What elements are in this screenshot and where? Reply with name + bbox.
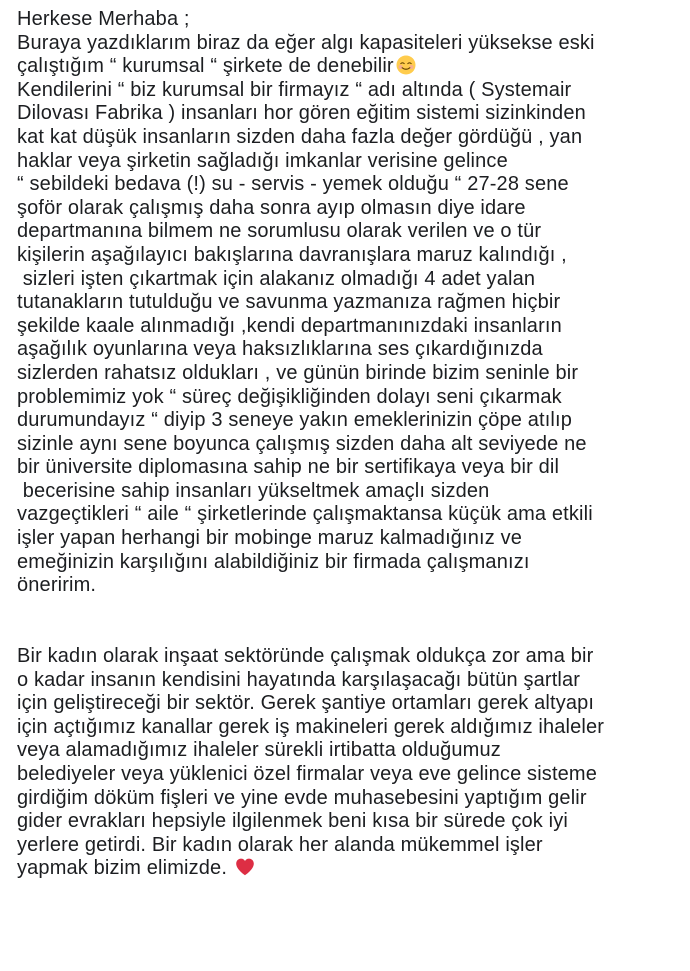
text-line: şoför olarak çalışmış daha sonra ayıp olmasın diye idare [17,196,526,219]
red-heart-icon [235,857,255,877]
text-line-with-emoji [17,55,685,79]
text-line: Bir kadın olarak inşaat sektöründe çalışmak oldukça zor ama bir [17,645,594,668]
text-line: için geliştireceği bir sektör. Gerek şantiye ortamları gerek altyapı [17,692,595,715]
text-line: için açtığımız kanallar gerek iş makineleri gerek aldığımız ihaleler [17,715,605,738]
text-line-with-emoji [17,857,685,881]
text-line: Buraya yazdıklarım biraz da eğer algı kapasiteleri yüksekse eski [17,31,595,54]
text-line: becerisine sahip insanları yükseltmek amaçlı sizden [17,479,490,502]
text-line: kat kat düşük insanların sizden daha fazla değer gördüğü , yan [17,125,583,148]
text-line: o kadar insanın kendisini hayatında karşılaşacağı bütün şartlar [17,668,581,691]
text-line: öneririm. [17,574,97,597]
text-line: sizlerden rahatsız oldukları , ve günün birinde bizim seninle bir [17,361,579,384]
text-line: Dilovası Fabrika ) insanları hor gören eğitim sistemi sizinkinden [17,102,586,125]
text-line: sizinle aynı sene boyunca çalışmış sizden daha alt seviyede ne [17,432,587,455]
text-line: tutanakların tutulduğu ve savunma yazmanıza rağmen hiçbir [17,291,561,314]
smiling-face-icon [396,55,416,75]
text-line: problemimiz yok “ süreç değişikliğinden dolayı seni çıkarmak [17,385,562,408]
post-text [17,8,685,881]
text-line: belediyeler veya yüklenici özel firmalar veya eve gelince sisteme [17,763,598,785]
text-line: veya alamadığımız ihaleler sürekli irtibatta olduğumuz [17,739,501,762]
text-line: Kendilerini “ biz kurumsal bir firmayız “ adı altında ( Systemair [17,78,572,101]
text-line: aşağılık oyunlarına veya haksızlıklarına ses çıkardığınızda [17,338,543,361]
text-line: bir üniversite diplomasına sahip ne bir sertifikaya veya bir dil [17,456,560,479]
text-line: durumundayız “ diyip 3 seneye yakın emeklerinizin çöpe atılıp [17,409,572,432]
text-line: girdiğim döküm fişleri ve yine evde muhasebesini yaptığım gelir [17,786,587,809]
text-line: şekilde kaale alınmadığı ,kendi departmanınızdaki insanların [17,314,562,337]
text-line: kişilerin aşağılayıcı bakışlarına davranışlara maruz kalındığı , [17,243,567,266]
text-line: emeğinizin karşılığını alabildiğiniz bir firmada çalışmanızı [17,550,530,573]
text-line: yapmak bizim elimizde. [17,857,228,880]
text-line: “ sebildeki bedava (!) su - servis - yemek olduğu “ 27-28 sene [17,173,569,196]
text-line: çalıştığım “ kurumsal “ şirkete de denebilir [17,55,394,78]
post-paragraph-2 [17,645,685,881]
text-line: işler yapan herhangi bir mobinge maruz kalmadığınız ve [17,527,523,550]
text-line: yerlere getirdi. Bir kadın olarak her alanda mükemmel işler [17,833,543,856]
text-line: vazgeçtikleri “ aile “ şirketlerinde çalışmaktansa küçük ama etkili [17,503,593,526]
text-line: haklar veya şirketin sağladığı imkanlar verisine gelince [17,149,508,172]
text-line: departmanına bilmem ne sorumlusu olarak verilen ve o tür [17,220,542,243]
text-line: Herkese Merhaba ; [17,8,190,30]
paragraph-spacer [17,598,685,645]
post-paragraph-1 [17,8,685,598]
text-line: gider evrakları hepsiyle ilgilenmek beni kısa bir sürede çok iyi [17,810,568,833]
text-line: sizleri işten çıkartmak için alakanız olmadığı 4 adet yalan [17,267,536,290]
